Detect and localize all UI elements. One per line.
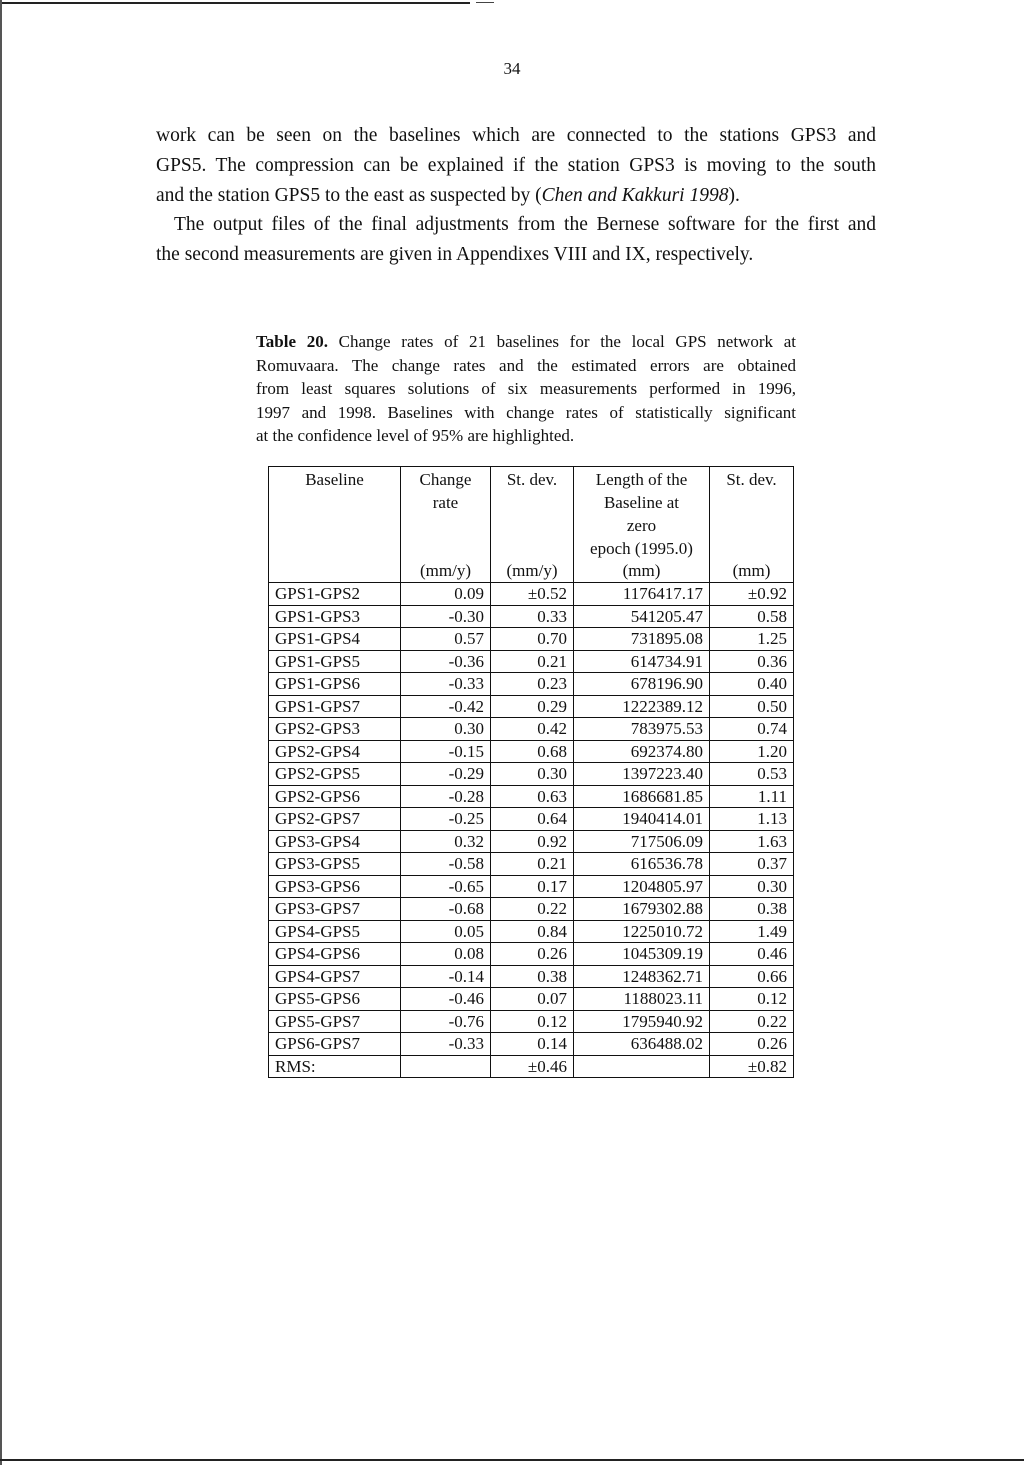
scan-edge-top-fragment (476, 2, 494, 3)
cell-length: 783975.53 (574, 718, 710, 741)
header-label: St. dev. (506, 470, 558, 489)
cell-st-dev-length: 0.46 (710, 943, 794, 966)
cell-length: 616536.78 (574, 853, 710, 876)
cell-change-rate: -0.46 (401, 988, 491, 1011)
header-label: Change rate (419, 470, 472, 512)
table-row (269, 965, 794, 988)
cell-baseline: GPS1-GPS4 (269, 628, 401, 651)
cell-change-rate: 0.30 (401, 718, 491, 741)
table-row (269, 650, 794, 673)
cell-change-rate: -0.29 (401, 763, 491, 786)
cell-baseline: GPS1-GPS3 (269, 605, 401, 628)
header-change-rate (401, 467, 491, 583)
header-label: Length of the Baseline at zero epoch (1995.0) (590, 470, 693, 558)
cell-st-dev-rate: 0.30 (491, 763, 574, 786)
cell-st-dev-rate: 0.29 (491, 695, 574, 718)
table-body (269, 583, 794, 1078)
cell-length: 541205.47 (574, 605, 710, 628)
caption-line: at the confidence level of 95% are highlighted. (256, 426, 575, 445)
paragraph-text: ). (728, 185, 740, 206)
cell-change-rate: 0.32 (401, 830, 491, 853)
cell-length: 636488.02 (574, 1033, 710, 1056)
cell-length: 1204805.97 (574, 875, 710, 898)
table-row (269, 943, 794, 966)
cell-change-rate: 0.57 (401, 628, 491, 651)
caption-text: Change rates of 21 baselines for the local GPS network at (327, 332, 796, 351)
cell-st-dev-rate: 0.68 (491, 740, 574, 763)
cell-length: 678196.90 (574, 673, 710, 696)
cell-st-dev-rate: 0.12 (491, 1010, 574, 1033)
header-label: Baseline (305, 470, 364, 489)
cell-st-dev-rate: ±0.52 (491, 583, 574, 606)
cell-st-dev-length: 1.20 (710, 740, 794, 763)
table-row (269, 808, 794, 831)
table-row (269, 830, 794, 853)
table-row (269, 1010, 794, 1033)
table-row (269, 785, 794, 808)
caption-line: Romuvaara. The change rates and the estimated errors are obtained (256, 355, 796, 375)
header-unit: (mm/y) (506, 561, 558, 580)
cell-st-dev-rate: 0.92 (491, 830, 574, 853)
table-caption (256, 330, 796, 448)
paragraph-line: GPS5. The compression can be explained if the station GPS3 is moving to the south (156, 155, 876, 176)
table-rms-row (269, 1055, 794, 1078)
cell-st-dev-length: 1.13 (710, 808, 794, 831)
scan-edge-bottom (0, 1459, 1024, 1461)
body-paragraph-2 (156, 210, 876, 270)
cell-st-dev-length: 0.66 (710, 965, 794, 988)
cell-st-dev-rate: 0.70 (491, 628, 574, 651)
cell-baseline: GPS3-GPS7 (269, 898, 401, 921)
cell-st-dev-rate: 0.26 (491, 943, 574, 966)
cell-length: 1679302.88 (574, 898, 710, 921)
cell-baseline: GPS2-GPS6 (269, 785, 401, 808)
cell-baseline: GPS2-GPS4 (269, 740, 401, 763)
cell-baseline: GPS1-GPS7 (269, 695, 401, 718)
cell-st-dev-rate: 0.23 (491, 673, 574, 696)
cell-baseline: GPS3-GPS6 (269, 875, 401, 898)
paragraph-line (156, 181, 876, 211)
cell-length: 731895.08 (574, 628, 710, 651)
cell-change-rate: -0.33 (401, 673, 491, 696)
body-paragraph-1 (156, 121, 876, 211)
cell-change-rate: -0.36 (401, 650, 491, 673)
cell-st-dev-rate: 0.64 (491, 808, 574, 831)
cell-length: 1795940.92 (574, 1010, 710, 1033)
cell-rms-st-dev-rate: ±0.46 (491, 1055, 574, 1078)
cell-st-dev-rate: 0.07 (491, 988, 574, 1011)
cell-st-dev-length: 0.37 (710, 853, 794, 876)
cell-st-dev-length: 0.74 (710, 718, 794, 741)
cell-change-rate: -0.65 (401, 875, 491, 898)
cell-baseline: GPS1-GPS6 (269, 673, 401, 696)
cell-change-rate: 0.05 (401, 920, 491, 943)
cell-st-dev-length: 0.30 (710, 875, 794, 898)
cell-st-dev-rate: 0.63 (491, 785, 574, 808)
cell-baseline: GPS5-GPS6 (269, 988, 401, 1011)
cell-length: 1397223.40 (574, 763, 710, 786)
cell-rms-label: RMS: (269, 1055, 401, 1078)
header-st-dev-rate (491, 467, 574, 583)
cell-baseline: GPS3-GPS4 (269, 830, 401, 853)
cell-length: 717506.09 (574, 830, 710, 853)
header-st-dev-length (710, 467, 794, 583)
cell-st-dev-length: 0.50 (710, 695, 794, 718)
cell-change-rate: -0.28 (401, 785, 491, 808)
cell-st-dev-rate: 0.17 (491, 875, 574, 898)
cell-length: 1222389.12 (574, 695, 710, 718)
cell-change-rate: -0.33 (401, 1033, 491, 1056)
cell-change-rate: -0.15 (401, 740, 491, 763)
cell-baseline: GPS1-GPS5 (269, 650, 401, 673)
cell-rms-st-dev-length: ±0.82 (710, 1055, 794, 1078)
cell-st-dev-length: 0.22 (710, 1010, 794, 1033)
paragraph-text: and the station GPS5 to the east as suspected by ( (156, 185, 542, 206)
cell-change-rate: -0.42 (401, 695, 491, 718)
cell-change-rate: -0.58 (401, 853, 491, 876)
header-unit: (mm) (732, 561, 771, 580)
cell-baseline: GPS5-GPS7 (269, 1010, 401, 1033)
cell-change-rate: -0.25 (401, 808, 491, 831)
cell-st-dev-length: 0.26 (710, 1033, 794, 1056)
cell-baseline: GPS4-GPS7 (269, 965, 401, 988)
cell-change-rate: 0.09 (401, 583, 491, 606)
cell-baseline: GPS1-GPS2 (269, 583, 401, 606)
cell-length: 1176417.17 (574, 583, 710, 606)
cell-st-dev-rate: 0.42 (491, 718, 574, 741)
cell-length: 692374.80 (574, 740, 710, 763)
cell-st-dev-length: 1.25 (710, 628, 794, 651)
cell-st-dev-rate: 0.33 (491, 605, 574, 628)
cell-st-dev-rate: 0.22 (491, 898, 574, 921)
cell-baseline: GPS2-GPS7 (269, 808, 401, 831)
scan-edge-left (0, 0, 2, 1465)
caption-label: Table 20. (256, 332, 328, 351)
table-row (269, 920, 794, 943)
header-unit: (mm) (622, 561, 661, 580)
cell-st-dev-length: 0.40 (710, 673, 794, 696)
scan-edge-top (0, 2, 470, 4)
cell-length: 1188023.11 (574, 988, 710, 1011)
cell-st-dev-rate: 0.21 (491, 853, 574, 876)
cell-baseline: GPS4-GPS5 (269, 920, 401, 943)
cell-st-dev-length: 1.49 (710, 920, 794, 943)
table-row (269, 1033, 794, 1056)
cell-st-dev-rate: 0.21 (491, 650, 574, 673)
cell-length: 614734.91 (574, 650, 710, 673)
cell-change-rate: -0.68 (401, 898, 491, 921)
header-label: St. dev. (726, 470, 777, 489)
citation: Chen and Kakkuri 1998 (541, 185, 729, 206)
cell-baseline: GPS3-GPS5 (269, 853, 401, 876)
cell-rms-length (574, 1055, 710, 1078)
cell-length: 1940414.01 (574, 808, 710, 831)
cell-length: 1686681.85 (574, 785, 710, 808)
cell-change-rate: -0.30 (401, 605, 491, 628)
caption-line: 1997 and 1998. Baselines with change rates of statistically significant (256, 402, 796, 422)
table-row (269, 853, 794, 876)
table-row (269, 605, 794, 628)
table-row (269, 695, 794, 718)
table-row (269, 740, 794, 763)
cell-st-dev-length: 1.11 (710, 785, 794, 808)
table-row (269, 763, 794, 786)
table-row (269, 583, 794, 606)
table-row (269, 673, 794, 696)
baseline-change-table (268, 466, 794, 1078)
header-baseline (269, 467, 401, 583)
table-row (269, 875, 794, 898)
table-row (269, 988, 794, 1011)
cell-baseline: GPS2-GPS5 (269, 763, 401, 786)
cell-rms-change-rate (401, 1055, 491, 1078)
cell-st-dev-length: 0.58 (710, 605, 794, 628)
paragraph-line: work can be seen on the baselines which are connected to the stations GPS3 and (156, 125, 876, 146)
table-header-row (269, 467, 794, 583)
cell-baseline: GPS2-GPS3 (269, 718, 401, 741)
cell-st-dev-length: 0.38 (710, 898, 794, 921)
cell-st-dev-length: 1.63 (710, 830, 794, 853)
cell-st-dev-length: 0.12 (710, 988, 794, 1011)
caption-line: from least squares solutions of six measurements performed in 1996, (256, 379, 796, 398)
cell-st-dev-length: 0.36 (710, 650, 794, 673)
cell-change-rate: 0.08 (401, 943, 491, 966)
cell-length: 1225010.72 (574, 920, 710, 943)
cell-st-dev-rate: 0.38 (491, 965, 574, 988)
cell-baseline: GPS6-GPS7 (269, 1033, 401, 1056)
cell-baseline: GPS4-GPS6 (269, 943, 401, 966)
cell-change-rate: -0.14 (401, 965, 491, 988)
table-row (269, 718, 794, 741)
paragraph-line: The output files of the final adjustments from the Bernese software for the first and (174, 214, 876, 235)
cell-length: 1045309.19 (574, 943, 710, 966)
header-unit: (mm/y) (420, 561, 471, 580)
cell-st-dev-length: 0.53 (710, 763, 794, 786)
header-length (574, 467, 710, 583)
caption-line (256, 330, 796, 354)
cell-change-rate: -0.76 (401, 1010, 491, 1033)
table-row (269, 898, 794, 921)
cell-length: 1248362.71 (574, 965, 710, 988)
table-row (269, 628, 794, 651)
cell-st-dev-rate: 0.84 (491, 920, 574, 943)
page-number: 34 (503, 59, 521, 78)
cell-st-dev-length: ±0.92 (710, 583, 794, 606)
paragraph-line: the second measurements are given in Appendixes VIII and IX, respectively. (156, 244, 754, 265)
cell-st-dev-rate: 0.14 (491, 1033, 574, 1056)
